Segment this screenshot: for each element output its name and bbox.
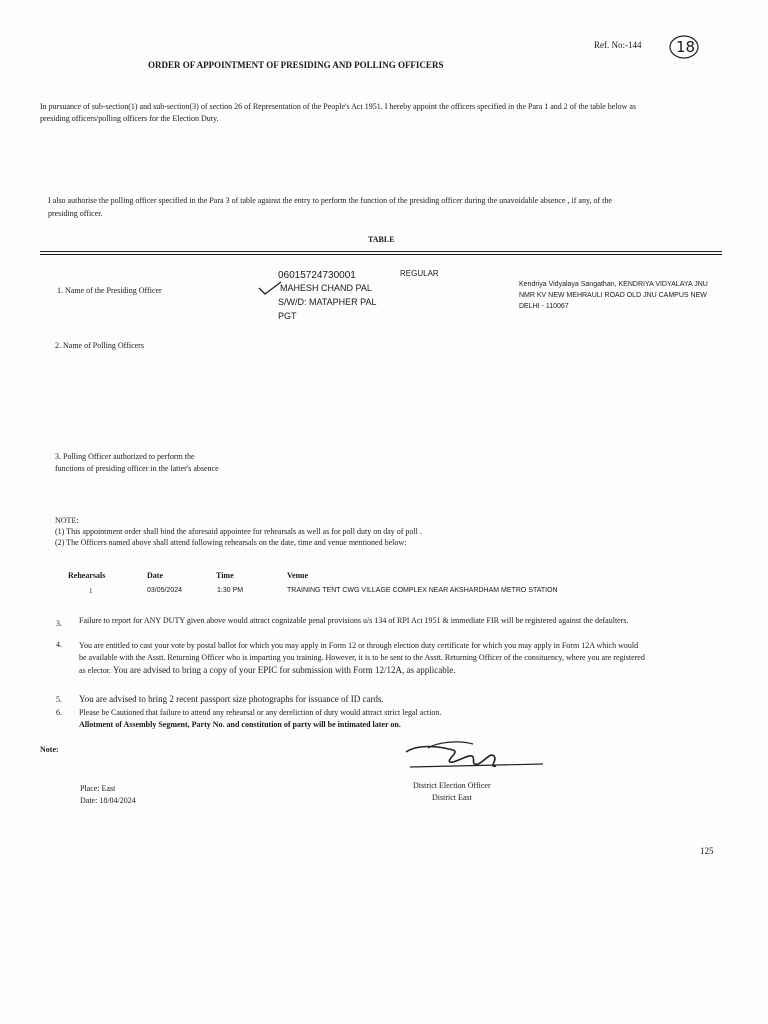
point-6-number: 6. [56, 708, 62, 717]
signature-image [398, 738, 548, 779]
point-3-text: Failure to report for ANY DUTY given above would attract cognizable penal provisions u/s 134 of RPI Act 1951 & immediate FIR will be registered against the defaulters. [79, 616, 629, 625]
page-number: 125 [700, 846, 714, 856]
point-6-text: Please be Cautioned that failure to attend any rehearsal or any dereliction of duty would attract strict legal action. [79, 708, 442, 717]
officer-post: PGT [278, 311, 297, 321]
point-4-text-b: You are advised to bring a copy of your EPIC for submission with Form 12/12A, as applicable. [112, 665, 456, 675]
point-4-text-a: You are entitled to cast your vote by postal ballot for which you may apply in Form 12 or through election duty certificate for which you may apply in Form 12A which would be available with the Asstt. Returning Officer who is imparting you training. However, it is to be sent to the Asstt. Returning Officer of the consituency, where you are registered as elector. [79, 641, 645, 675]
ref-number: Ref. No:-144 [594, 40, 642, 50]
venue-header: Venue [287, 571, 309, 580]
note-line-1: (1) This appointment order shall bind the aforesaid appointee for rehearsals as well as for poll duty on day of poll . [55, 527, 422, 536]
point-3-number: 3. [56, 619, 62, 628]
allotment-note: Allotment of Assembly Segment, Party No. and constitution of party will be intimated later on. [79, 720, 401, 729]
place: Place: East [80, 784, 116, 793]
polling-officers-label: 2. Name of Polling Officers [55, 341, 144, 350]
table-top-rule-2 [40, 254, 722, 255]
authorized-officer-label: 3. Polling Officer authorized to perform the functions of presiding officer in the latter's absence [55, 452, 219, 473]
date: Date: 18/04/2024 [80, 796, 136, 805]
date-header: Date [147, 571, 163, 580]
intro-paragraph-1: In pursuance of sub-section(1) and sub-section(3) of section 26 of Representation of the People's Act 1951. I hereby appoint the officers specified in the Para 1 and 2 of the table below as presiding officers/polling officers for the Election Duty. [40, 102, 637, 123]
page-title: ORDER OF APPOINTMENT OF PRESIDING AND POLLING OFFICERS [148, 60, 444, 70]
officer-address: Kendriya Vidyalaya Sangathan, KENDRIYA VIDYALAYA JNU NMR KV NEW MEHRAULI ROAD OLD JNU CAMPUS NEW DELHI - 110067 [519, 281, 708, 310]
presiding-officer-label: 1. Name of the Presiding Officer [57, 286, 162, 295]
time-header: Time [216, 571, 234, 580]
table-heading: TABLE [368, 235, 395, 244]
note-heading: NOTE: [55, 516, 79, 525]
rehearsal-date: 03/05/2024 [147, 587, 183, 594]
officer-name: MAHESH CHAND PAL [280, 283, 372, 293]
officer-id: 06015724730001 [278, 270, 356, 281]
rehearsal-venue: TRAINING TENT CWG VILLAGE COMPLEX NEAR AKSHARDHAM METRO STATION [287, 587, 558, 594]
note-line-2: (2) The Officers named above shall attend following rehearsals on the date, time and venue mentioned below: [55, 538, 407, 547]
signatory-district: District East [432, 793, 472, 802]
handwritten-number-stamp [668, 33, 700, 61]
point-5-text: You are advised to bring 2 recent passport size photographs for issuance of ID cards. [79, 694, 384, 704]
point-4-number: 4. [56, 640, 62, 649]
handwritten-number: 18 [676, 38, 696, 56]
table-top-rule [40, 251, 722, 252]
rehearsals-header: Rehearsals [68, 571, 106, 580]
point-5-number: 5. [56, 695, 62, 704]
rehearsal-number: 1 [89, 587, 93, 595]
intro-paragraph-2: I also authorise the polling officer specified in the Para 3 of table against the entry to perform the function of the presiding officer during the unavoidable absence , if any, of the presiding officer. [48, 196, 612, 218]
point-4-text [79, 640, 645, 677]
note-label: Note: [40, 745, 59, 754]
officer-status: REGULAR [400, 269, 439, 278]
signatory-title: District Election Officer [413, 781, 491, 790]
officer-relation: S/W/D: MATAPHER PAL [278, 297, 377, 307]
rehearsal-time: 1:30 PM [217, 587, 244, 594]
